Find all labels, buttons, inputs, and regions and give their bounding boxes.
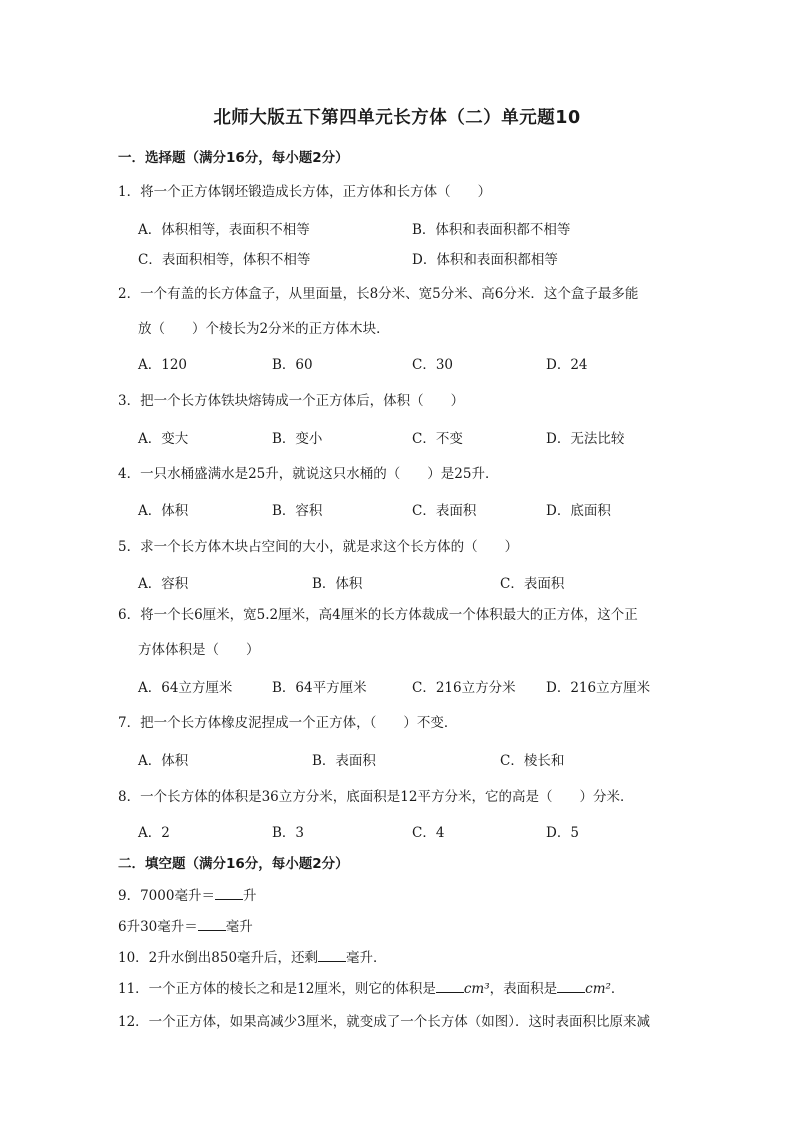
question-11-unit-area: cm² [585, 981, 611, 997]
question-8-option-c[interactable]: C．4 [412, 825, 445, 841]
answer-blank[interactable] [198, 918, 226, 931]
question-2-option-d[interactable]: D．24 [546, 357, 588, 373]
answer-blank[interactable] [318, 949, 346, 962]
question-5-option-a[interactable]: A．容积 [138, 576, 189, 592]
section-heading-fill: 二．填空题（满分16分，每小题2分） [118, 856, 349, 872]
page-title: 北师大版五下第四单元长方体（二）单元题10 [213, 108, 581, 128]
question-7-option-a[interactable]: A．体积 [138, 753, 189, 769]
question-1-option-a[interactable]: A．体积相等，表面积不相等 [138, 222, 310, 238]
answer-blank[interactable] [557, 980, 585, 993]
question-3-option-b[interactable]: B．变小 [272, 431, 323, 447]
question-9b-text: 6升30毫升＝ [118, 919, 198, 935]
question-8-option-a[interactable]: A．2 [138, 825, 170, 841]
question-6-stem-line1: 6．将一个长6厘米，宽5.2厘米，高4厘米的长方体裁成一个体积最大的正方体，这个正 [118, 607, 638, 623]
question-1-stem: 1．将一个正方体钢坯锻造成长方体，正方体和长方体（ ） [118, 184, 492, 200]
question-7-option-c[interactable]: C．棱长和 [500, 753, 565, 769]
answer-blank[interactable] [215, 887, 243, 900]
question-11-text: 11．一个正方体的棱长之和是12厘米，则它的体积是 [118, 981, 436, 997]
question-12-stem: 12．一个正方体，如果高减少3厘米，就变成了一个长方体（如图）．这时表面积比原来减 [118, 1014, 651, 1030]
question-11 [118, 977, 624, 997]
question-10-text: 10．2升水倒出850毫升后，还剩 [118, 950, 319, 966]
question-2-option-a[interactable]: A．120 [138, 357, 188, 373]
question-9-part-a [118, 884, 256, 904]
question-2-option-c[interactable]: C．30 [412, 357, 454, 373]
question-3-option-c[interactable]: C．不变 [412, 431, 463, 447]
question-4-option-b[interactable]: B．容积 [272, 503, 323, 519]
question-11-unit-volume: cm³ [463, 981, 490, 997]
question-5-option-b[interactable]: B．体积 [312, 576, 363, 592]
question-7-option-b[interactable]: B．表面积 [312, 753, 376, 769]
question-1-option-c[interactable]: C．表面积相等，体积不相等 [138, 252, 311, 268]
answer-blank[interactable] [436, 980, 464, 993]
question-6-stem-line2: 方体体积是（ ） [138, 642, 260, 658]
question-2-stem-line2: 放（ ）个棱长为2分米的正方体木块． [138, 321, 390, 337]
question-11-text-2: ，表面积是 [489, 981, 558, 997]
question-9a-unit: 升 [242, 888, 257, 904]
question-5-option-c[interactable]: C．表面积 [500, 576, 565, 592]
question-2-stem-line1: 2．一个有盖的长方体盒子，从里面量，长8分米、宽5分米、高6分米．这个盒子最多能 [118, 286, 639, 302]
question-1-option-d[interactable]: D．体积和表面积都相等 [412, 252, 558, 268]
section-heading-choice: 一．选择题（满分16分，每小题2分） [118, 150, 349, 166]
question-1-option-b[interactable]: B．体积和表面积都不相等 [412, 222, 571, 238]
question-4-option-d[interactable]: D．底面积 [546, 503, 611, 519]
question-6-option-c[interactable]: C．216立方分米 [412, 680, 516, 696]
question-9b-unit: 毫升 [225, 919, 253, 935]
question-3-option-a[interactable]: A．变大 [138, 431, 189, 447]
question-2-option-b[interactable]: B．60 [272, 357, 313, 373]
question-4-stem: 4．一只水桶盛满水是25升，就说这只水桶的（ ）是25升． [118, 466, 499, 482]
question-6-option-b[interactable]: B．64平方厘米 [272, 680, 367, 696]
question-8-option-d[interactable]: D．5 [546, 825, 579, 841]
question-3-option-d[interactable]: D．无法比较 [546, 431, 625, 447]
question-6-option-a[interactable]: A．64立方厘米 [138, 680, 233, 696]
question-9a-text: 9．7000毫升＝ [118, 888, 215, 904]
question-6-option-d[interactable]: D．216立方厘米 [546, 680, 651, 696]
question-8-stem: 8．一个长方体的体积是36立方分米，底面积是12平方分米，它的高是（ ）分米． [118, 789, 634, 805]
question-11-period: ． [610, 981, 625, 997]
question-8-option-b[interactable]: B．3 [272, 825, 305, 841]
question-3-stem: 3．把一个长方体铁块熔铸成一个正方体后，体积（ ） [118, 393, 465, 409]
question-10-unit: 毫升． [346, 950, 387, 966]
question-5-stem: 5．求一个长方体木块占空间的大小，就是求这个长方体的（ ） [118, 539, 519, 555]
question-9-part-b [118, 915, 253, 935]
question-7-stem: 7．把一个长方体橡皮泥捏成一个正方体，（ ）不变． [118, 715, 458, 731]
question-4-option-a[interactable]: A．体积 [138, 503, 189, 519]
question-4-option-c[interactable]: C．表面积 [412, 503, 477, 519]
question-10 [118, 946, 387, 966]
